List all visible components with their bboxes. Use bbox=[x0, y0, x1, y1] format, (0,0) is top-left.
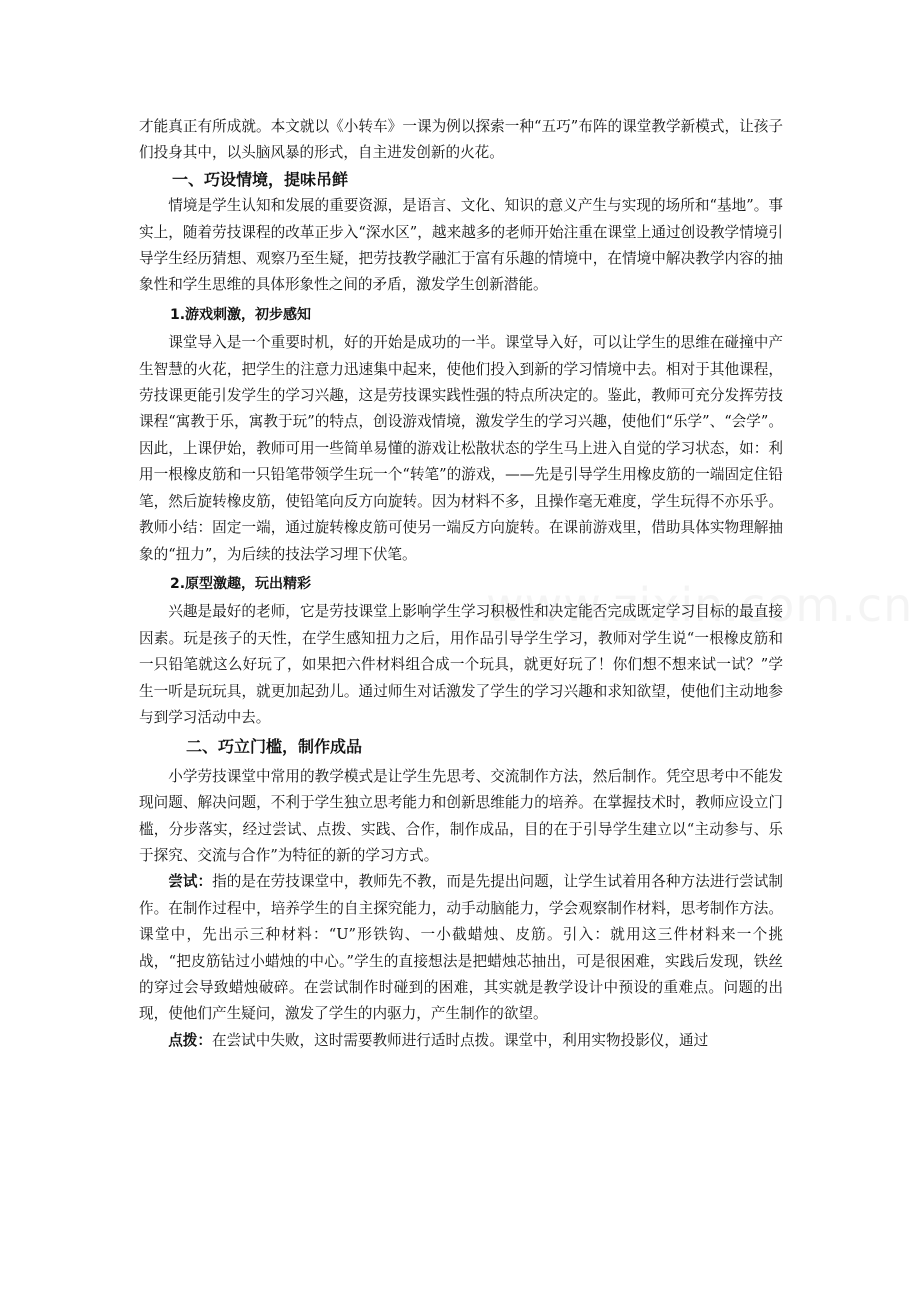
document-body bbox=[139, 114, 783, 1054]
guide-text: 在尝试中失败，这时需要教师进行适时点拨。课堂中，利用实物投影仪，通过 bbox=[211, 1031, 709, 1049]
section-2-heading: 二、巧立门槛，制作成品 bbox=[186, 737, 363, 757]
subsection-2-paragraph: 兴趣是最好的老师，它是劳技课堂上影响学生学习积极性和决定能否完成既定学习目标的最直接因素。玩是孩子的天性，在学生感知扭力之后，用作品引导学生学习，教师对学生说“一根橡皮筋和一只铅笔就这么好玩了，如果把六件材料组合成一个玩具，就更好玩了！你们想不想来试一试？”学生一听是玩玩具，就更加起劲儿。通过师生对话激发了学生的学习兴趣和求知欲望，使他们主动地参与到学习活动中去。 bbox=[139, 603, 783, 726]
subsection-1-paragraph: 课堂导入是一个重要时机，好的开始是成功的一半。课堂导入好，可以让学生的思维在碰撞中产生智慧的火花，把学生的注意力迅速集中起来，使他们投入到新的学习情境中去。相对于其他课程，劳技课更能引发学生的学习兴趣，这是劳技课实践性强的特点所决定的。鉴此，教师可充分发挥劳技课程“寓教于乐，寓教于玩”的特点，创设游戏情境，激发学生的学习兴趣，使他们“乐学”、“会学”。因此，上课伊始，教师可用一些简单易懂的游戏让松散状态的学生马上进入自觉的学习状态，如：利用一根橡皮筋和一只铅笔带领学生玩一个“转笔”的游戏，——先是引导学生用橡皮筋的一端固定住铅笔，然后旋转橡皮筋，使铅笔向反方向旋转。因为材料不多，且操作毫无难度，学生玩得不亦乐乎。教师小结：固定一端，通过旋转橡皮筋可使另一端反方向旋转。在课前游戏里，借助具体实物理解抽象的“扭力”，为后续的技法学习埋下伏笔。 bbox=[139, 334, 783, 563]
section-2-paragraph: 小学劳技课堂中常用的教学模式是让学生先思考、交流制作方法，然后制作。凭空思考中不能发现问题、解决问题，不利于学生独立思考能力和创新思维能力的培养。在掌握技术时，教师应设立门槛，分步落实，经过尝试、点拨、实践、合作，制作成品，目的在于引导学生建立以“主动参与、乐于探究、交流与合作”为特征的新的学习方式。 bbox=[139, 767, 783, 864]
guide-term: 点拨： bbox=[168, 1031, 212, 1049]
intro-paragraph: 才能真正有所成就。本文就以《小转车》一课为例以探索一种“五巧”布阵的课堂教学新模式，让孩子们投身其中，以头脑风暴的形式，自主进发创新的火花。 bbox=[139, 118, 783, 162]
guide-paragraph bbox=[139, 1028, 783, 1054]
section-1-heading: 一、巧设情境，提味吊鲜 bbox=[172, 169, 349, 189]
try-term: 尝试： bbox=[168, 873, 213, 891]
subsection-1-heading: 1.游戏刺激，初步感知 bbox=[170, 306, 312, 323]
try-text: 指的是在劳技课堂中，教师先不教，而是先提出问题，让学生试着用各种方法进行尝试制作。在制作过程中，培养学生的自主探究能力，动手动脑能力，学会观察制作材料，思考制作方法。课堂中，先出示三种材料：“U”形铁钩、一小截蜡烛、皮筋。引入：就用这三件材料来一个挑战，“把皮筋钻过小蜡烛的中心。”学生的直接想法是把蜡烛芯抽出，可是很困难，实践后发现，铁丝的穿过会导致蜡烛破碎。在尝试制作时碰到的困难，其实就是教学设计中预设的重难点。问题的出现，使他们产生疑问，激发了学生的内驱力，产生制作的欲望。 bbox=[139, 873, 783, 1023]
try-paragraph bbox=[139, 869, 783, 1027]
subsection-2-heading: 2.原型激趣，玩出精彩 bbox=[170, 575, 312, 592]
section-1-paragraph: 情境是学生认知和发展的重要资源，是语言、文化、知识的意义产生与实现的场所和“基地”。事实上，随着劳技课程的改革正步入“深水区”，越来越多的老师开始注重在课堂上通过创设教学情境引导学生经历猜想、观察乃至生疑，把劳技教学融汇于富有乐趣的情境中，在情境中解决教学内容的抽象性和学生思维的具体形象性之间的矛盾，激发学生创新潜能。 bbox=[139, 197, 783, 294]
